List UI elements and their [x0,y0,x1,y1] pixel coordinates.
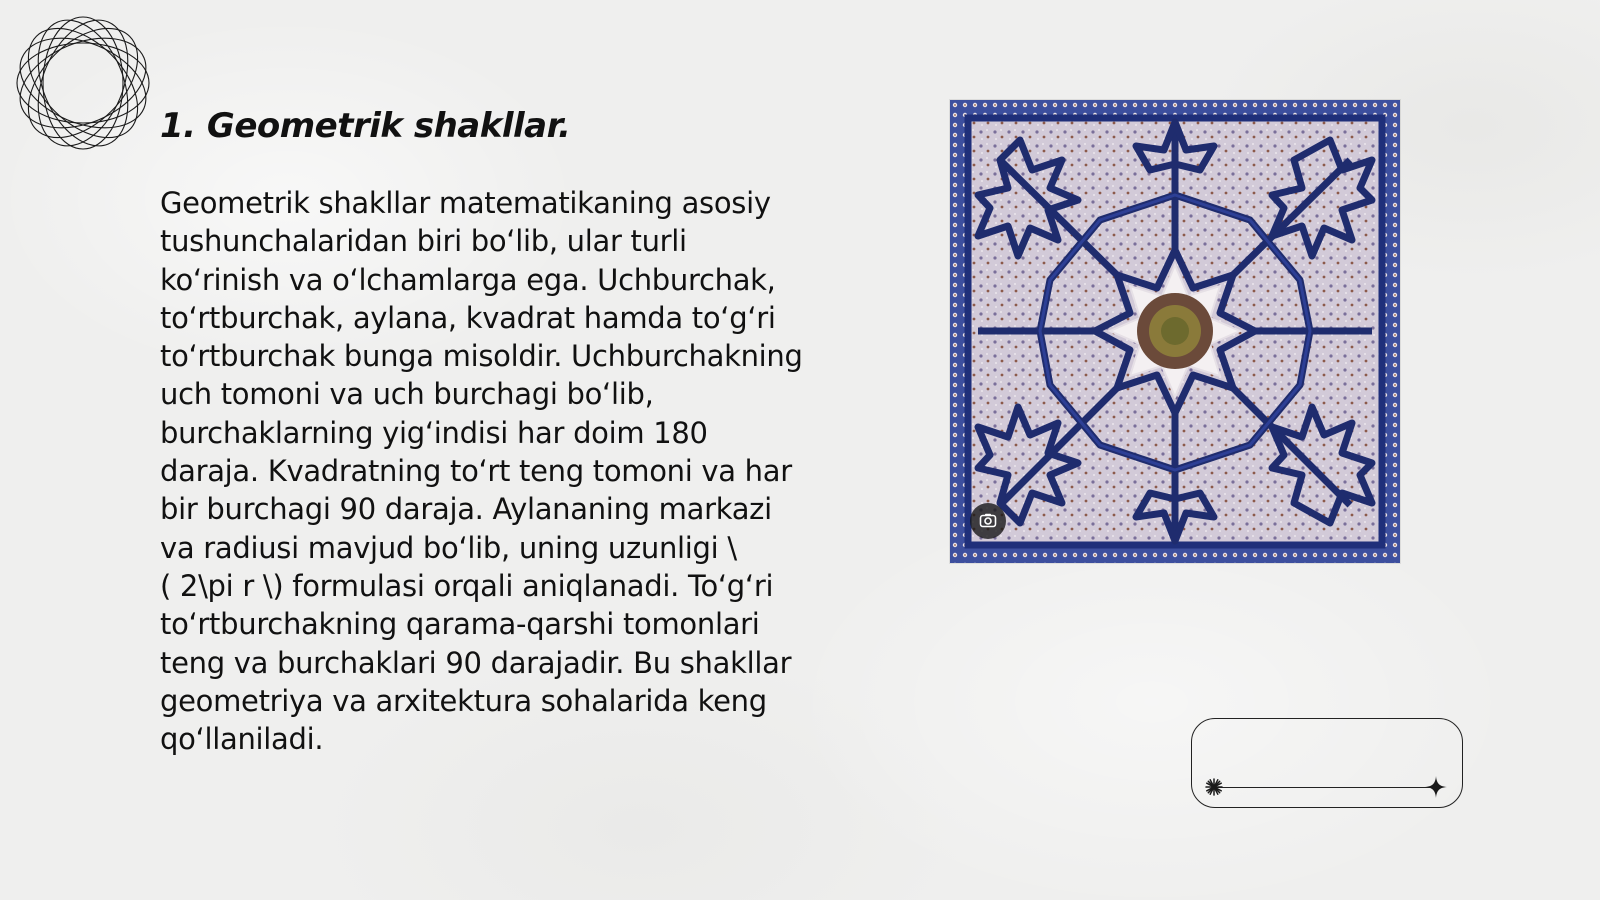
body-line: ( 2\pi r \) formulasi orqali aniqlanadi. To‘g‘ri [160,568,774,603]
body-line: ko‘rinish va o‘lchamlarga ega. Uchburchak, [160,262,776,297]
body-line: geometriya va arxitektura sohalarida keng [160,683,767,718]
body-line: va radiusi mavjud bo‘lib, uning uzunligi \ [160,530,737,565]
decorative-frame [1191,718,1463,808]
sparkle-icon [1424,775,1448,799]
body-line: tushunchalaridan biri bo‘lib, ular turli [160,224,687,259]
body-line: Geometrik shakllar matematikaning asosiy [160,186,771,220]
starburst-icon [1204,777,1224,797]
body-line: uch tomoni va uch burchagi bo‘lib, [160,377,654,412]
body-line: to‘rtburchak bunga misoldir. Uchburchakning [160,339,803,374]
body-paragraph [160,184,850,758]
islamic-tile-pattern-image [950,100,1400,563]
slide-title: 1. Geometrik shakllar. [160,106,571,146]
body-line: daraja. Kvadratning to‘rt teng tomoni va har [160,454,792,489]
body-line: to‘rtburchak, aylana, kvadrat hamda to‘g‘ri [160,300,776,335]
body-line: bir burchagi 90 daraja. Aylananing markazi [160,492,772,527]
body-line: teng va burchaklari 90 darajadir. Bu shakllar [160,645,792,680]
body-line: to‘rtburchakning qarama-qarshi tomonlari [160,607,760,642]
spirograph-rosette-icon [8,8,158,158]
body-line: qo‘llaniladi. [160,722,324,757]
body-line: burchaklarning yig‘indisi har doim 180 [160,415,708,450]
camera-lens-icon[interactable] [970,503,1006,539]
decorative-divider-line [1216,787,1432,788]
